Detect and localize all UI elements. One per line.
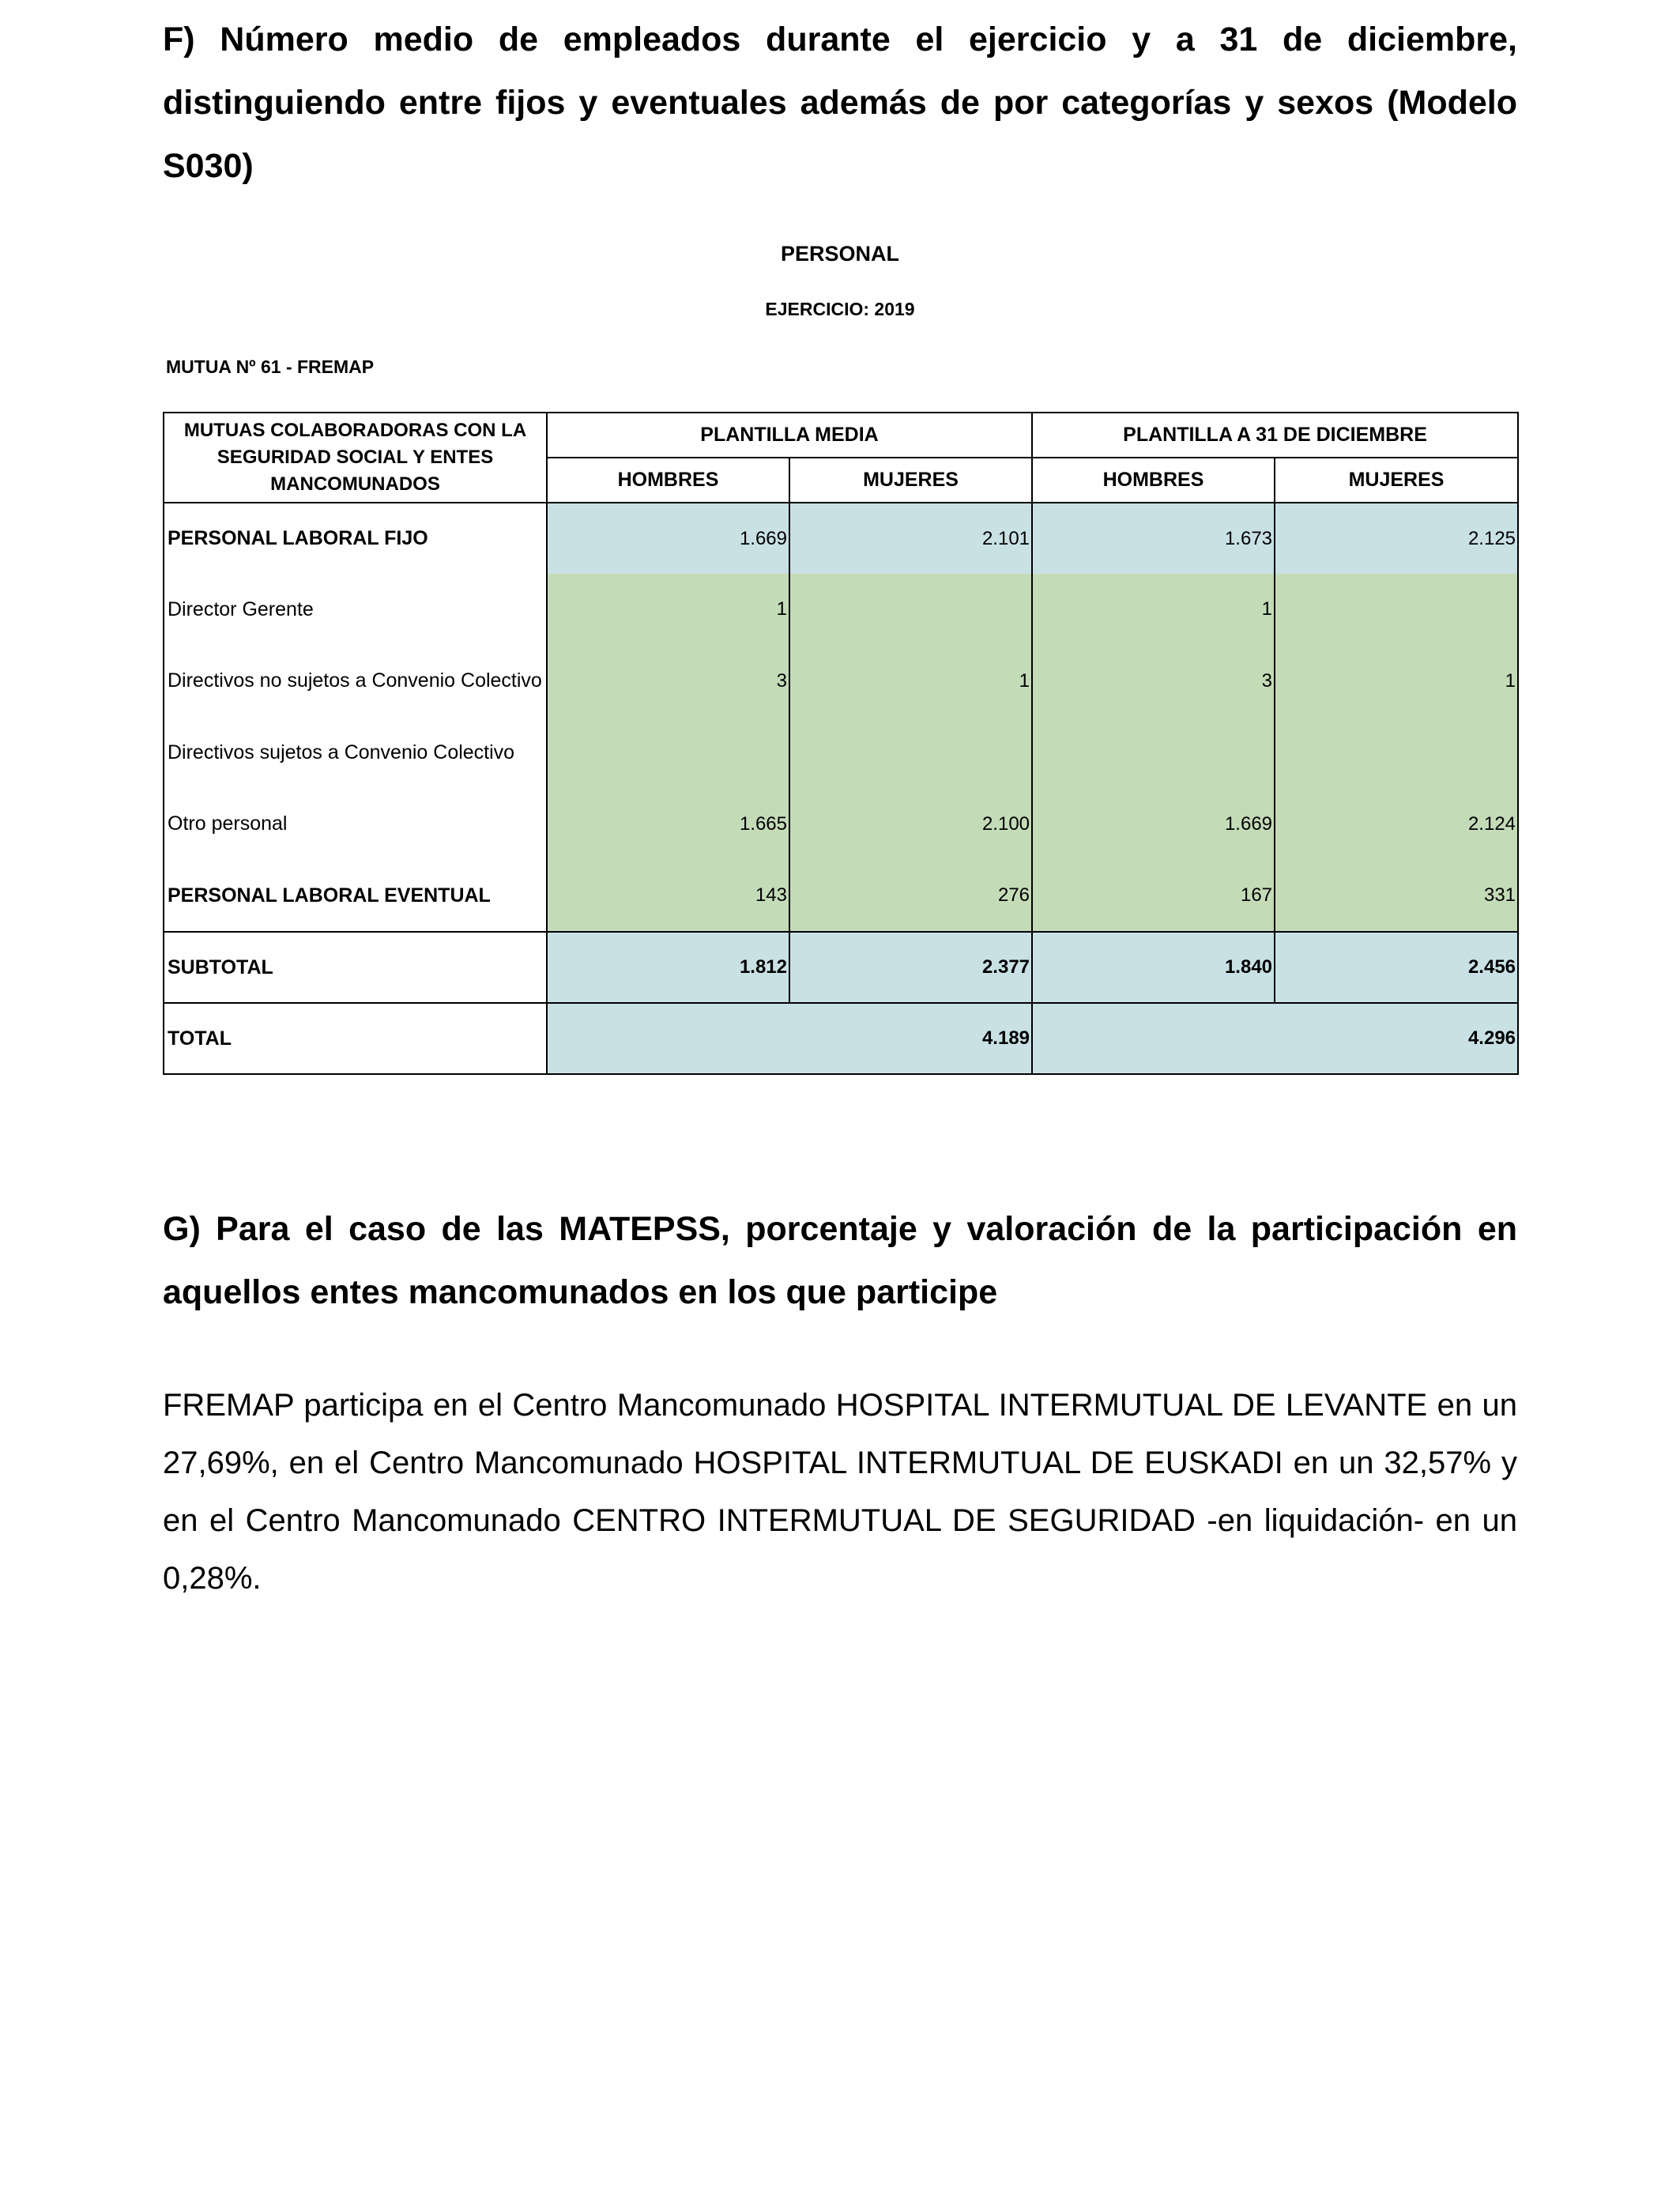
cell-value	[1275, 574, 1518, 645]
cell-value: 1.669	[1032, 788, 1275, 860]
cell-value: 331	[1275, 860, 1518, 932]
cell-value: 1	[789, 645, 1032, 717]
cell-value: 1.673	[1032, 503, 1275, 574]
cell-value: 3	[1032, 645, 1275, 717]
cell-value: 2.125	[1275, 503, 1518, 574]
row-label-subtotal: SUBTOTAL	[164, 932, 547, 1003]
personal-label: PERSONAL	[780, 242, 900, 266]
cell-value	[1275, 717, 1518, 788]
cell-value: 1	[547, 574, 789, 645]
group-header-plantilla-31-diciembre: PLANTILLA A 31 DE DICIEMBRE	[1032, 413, 1518, 458]
row-label-directivos-no-sujetos: Directivos no sujetos a Convenio Colectivo	[164, 645, 547, 717]
table-row-total	[164, 1003, 1518, 1074]
section-g-body: FREMAP participa en el Centro Mancomunado HOSPITAL INTERMUTUAL DE LEVANTE en un 27,69%, en el Centro Mancomunado HOSPITAL INTERMUTUAL DE EUSKADI en un 32,57% y en el Centro Mancomunado CENTRO INTERMUTUAL DE SEGURIDAD -en liquidación- en un 0,28%.	[163, 1388, 1517, 1596]
table-row	[164, 645, 1518, 717]
mutua-label: MUTUA Nº 61 - FREMAP	[166, 356, 375, 377]
cell-value: 143	[547, 860, 789, 932]
cell-value: 1.669	[547, 503, 789, 574]
personal-table	[163, 412, 1519, 1075]
row-label-total: TOTAL	[164, 1003, 547, 1074]
cell-value: 1.665	[547, 788, 789, 860]
subheader-mujeres-diciembre: MUJERES	[1275, 458, 1518, 503]
cell-value: 2.101	[789, 503, 1032, 574]
table-row	[164, 574, 1518, 645]
table-header-row	[164, 413, 1518, 458]
cell-value	[547, 717, 789, 788]
cell-value: 276	[789, 860, 1032, 932]
total-plantilla-media: 4.189	[547, 1003, 1032, 1074]
row-label-directivos-sujetos: Directivos sujetos a Convenio Colectivo	[164, 717, 547, 788]
cell-value	[1032, 717, 1275, 788]
subheader-hombres-media: HOMBRES	[547, 458, 789, 503]
cell-value: 2.100	[789, 788, 1032, 860]
cell-value	[789, 574, 1032, 645]
row-label-director-gerente: Director Gerente	[164, 574, 547, 645]
group-header-plantilla-media: PLANTILLA MEDIA	[547, 413, 1032, 458]
table-row	[164, 788, 1518, 860]
subheader-mujeres-media: MUJERES	[789, 458, 1032, 503]
cell-value: 2.456	[1275, 932, 1518, 1003]
cell-value: 3	[547, 645, 789, 717]
table-row	[164, 932, 1518, 1003]
cell-value: 1.812	[547, 932, 789, 1003]
cell-value: 167	[1032, 860, 1275, 932]
subheader-hombres-diciembre: HOMBRES	[1032, 458, 1275, 503]
cell-value: 1	[1032, 574, 1275, 645]
table-row	[164, 860, 1518, 932]
section-f-heading: F) Número medio de empleados durante el ejercicio y a 31 de diciembre, distinguiendo entre fijos y eventuales además de por categorías y sexos (Modelo S030)	[163, 21, 1517, 185]
row-label-fijo: PERSONAL LABORAL FIJO	[164, 503, 547, 574]
total-plantilla-diciembre: 4.296	[1032, 1003, 1518, 1074]
cell-value: 1	[1275, 645, 1518, 717]
cell-value: 2.124	[1275, 788, 1518, 860]
table-row	[164, 503, 1518, 574]
cell-value: 2.377	[789, 932, 1032, 1003]
section-g-heading: G) Para el caso de las MATEPSS, porcentaje y valoración de la participación en aquellos entes mancomunados en los que participe	[163, 1210, 1517, 1311]
cell-value: 1.840	[1032, 932, 1275, 1003]
row-label-otro-personal: Otro personal	[164, 788, 547, 860]
cell-value	[789, 717, 1032, 788]
ejercicio-label: EJERCICIO: 2019	[765, 299, 915, 319]
table-row	[164, 717, 1518, 788]
row-label-eventual: PERSONAL LABORAL EVENTUAL	[164, 860, 547, 932]
table-corner-header: MUTUAS COLABORADORAS CON LA SEGURIDAD SOCIAL Y ENTES MANCOMUNADOS	[164, 413, 547, 503]
